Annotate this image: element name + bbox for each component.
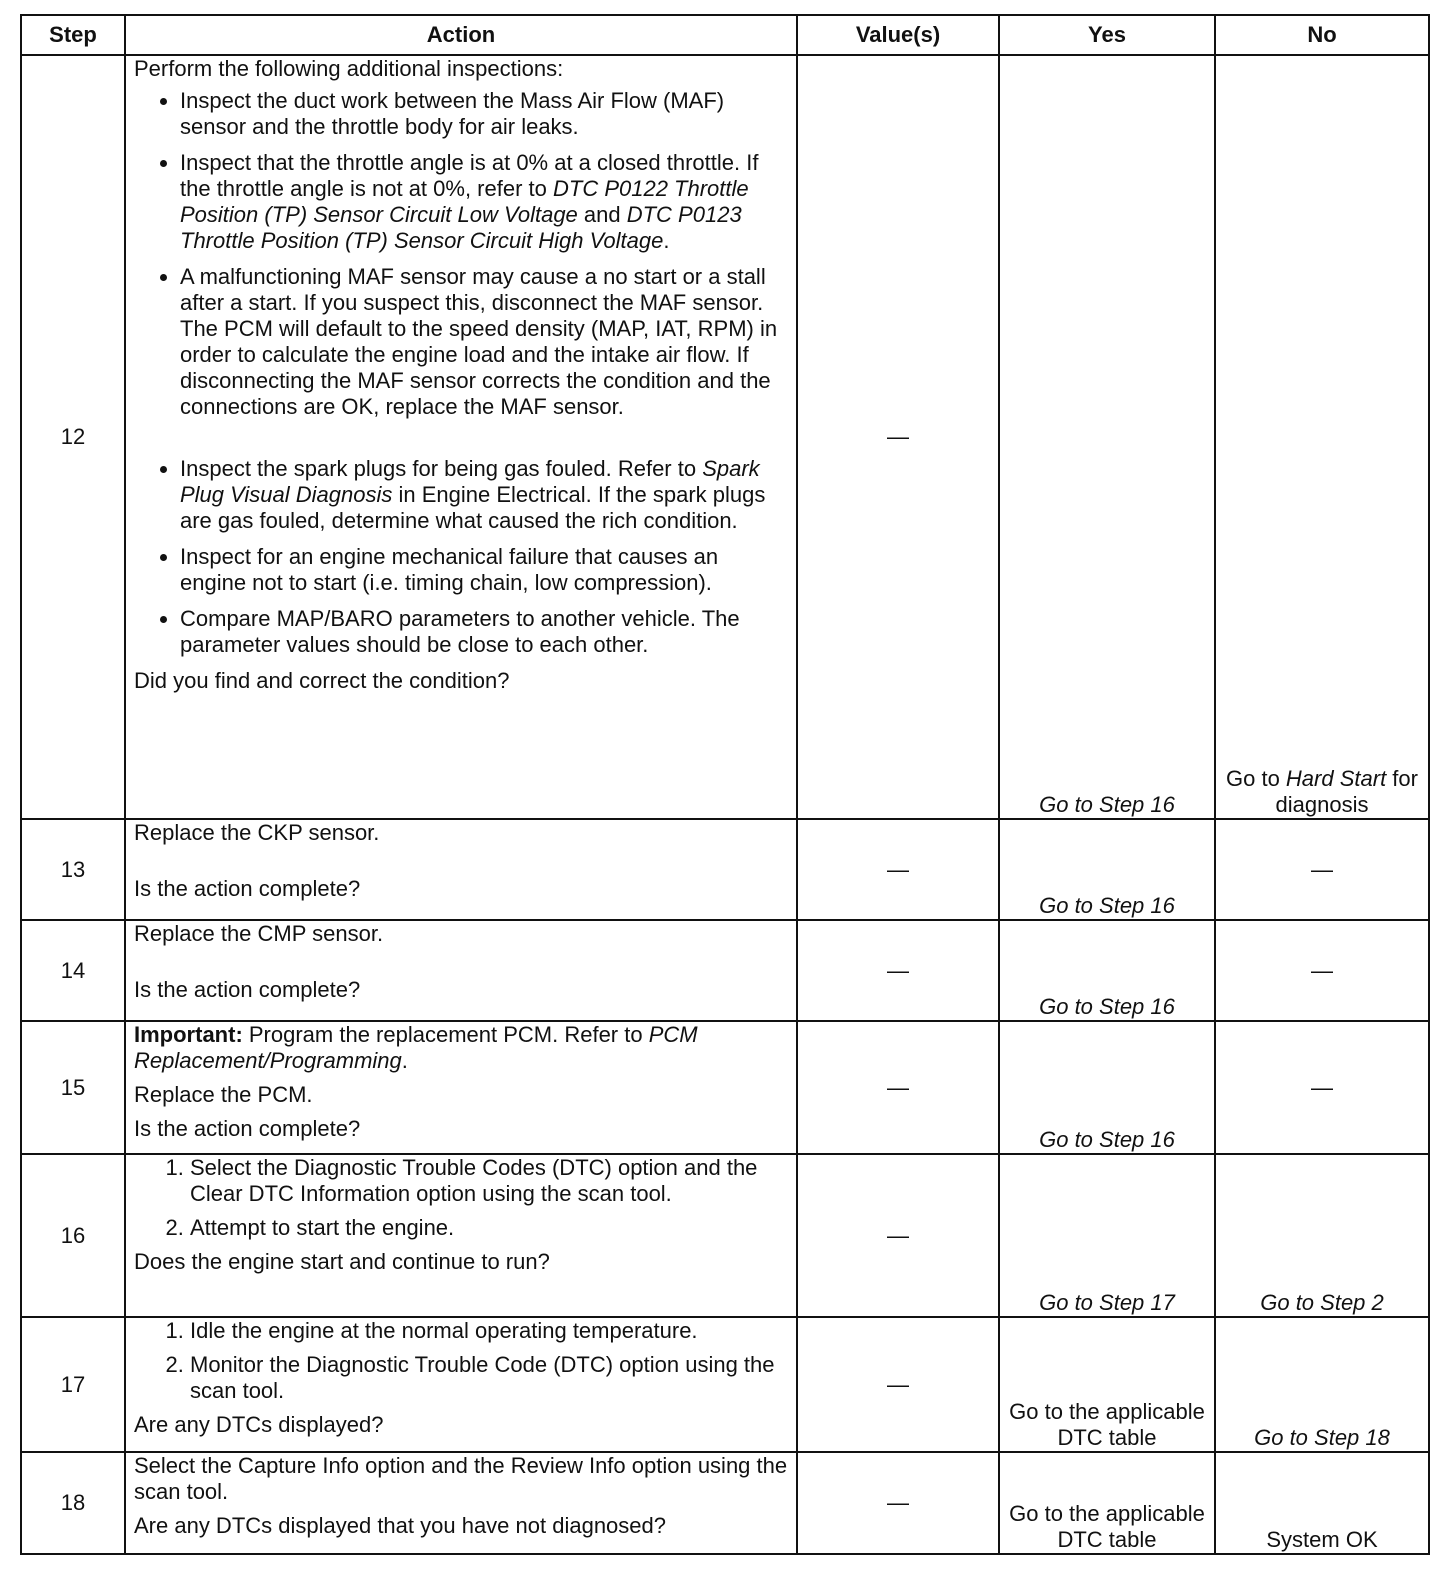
important-note — [134, 1022, 788, 1074]
no-result-text: for diagnosis — [1275, 766, 1418, 817]
action-cell — [125, 1452, 797, 1554]
value-cell: — — [797, 1317, 999, 1452]
reference-link[interactable]: Hard Start — [1285, 766, 1387, 791]
list-item: • Inspect for an engine mechanical failure that causes an engine not to start (i.e. timing chain, low compression). — [180, 544, 788, 596]
reference-link[interactable]: PCM Replacement/Programming — [134, 1022, 698, 1073]
action-cell — [125, 1154, 797, 1317]
no-result[interactable]: Go to Step 18 — [1215, 1317, 1429, 1452]
important-text: . — [401, 1048, 408, 1073]
list-item: 1. Select the Diagnostic Trouble Codes (DTC) option and the Clear DTC Information option using the scan tool. — [190, 1155, 788, 1207]
value-cell: — — [797, 55, 999, 819]
list-item — [180, 150, 788, 254]
step-number: 18 — [21, 1452, 125, 1554]
important-label: Important: — [134, 1022, 243, 1047]
value-cell: — — [797, 1021, 999, 1154]
header-values: Value(s) — [797, 15, 999, 55]
action-cell — [125, 920, 797, 1021]
action-intro: Perform the following additional inspections: — [134, 56, 564, 81]
step-number: 17 — [21, 1317, 125, 1452]
action-question: Is the action complete? — [134, 977, 361, 1002]
list-item: 2. Monitor the Diagnostic Trouble Code (DTC) option using the scan tool. — [190, 1352, 788, 1404]
table-row-step-12 — [21, 55, 1429, 819]
list-item: • Inspect the duct work between the Mass Air Flow (MAF) sensor and the throttle body for air leaks. — [180, 88, 788, 140]
action-cell — [125, 819, 797, 920]
yes-result[interactable]: Go to Step 16 — [999, 55, 1215, 819]
list-item-text: and — [577, 202, 627, 227]
step-number: 14 — [21, 920, 125, 1021]
list-item — [180, 456, 788, 534]
header-action: Action — [125, 15, 797, 55]
list-item: 2. Attempt to start the engine. — [190, 1215, 788, 1241]
header-row — [21, 15, 1429, 55]
yes-result[interactable]: Go to the applicable DTC table — [999, 1452, 1215, 1554]
yes-result[interactable]: Go to the applicable DTC table — [999, 1317, 1215, 1452]
value-cell: — — [797, 819, 999, 920]
action-text: Replace the CMP sensor. — [134, 921, 384, 946]
header-no: No — [1215, 15, 1429, 55]
action-question: Are any DTCs displayed that you have not diagnosed? — [134, 1513, 666, 1538]
yes-result[interactable]: Go to Step 16 — [999, 819, 1215, 920]
yes-result[interactable]: Go to Step 17 — [999, 1154, 1215, 1317]
action-text: Replace the PCM. — [134, 1082, 313, 1107]
action-cell — [125, 1317, 797, 1452]
reference-link[interactable]: Spark Plug Visual Diagnosis — [180, 456, 760, 507]
list-item: 1. Idle the engine at the normal operating temperature. — [190, 1318, 788, 1344]
diagnostic-table-container — [20, 14, 1430, 1555]
inspection-list — [134, 88, 788, 658]
reference-link[interactable]: DTC P0122 Throttle Position (TP) Sensor Circuit Low Voltage — [180, 176, 749, 227]
no-result: — — [1215, 819, 1429, 920]
step-number: 16 — [21, 1154, 125, 1317]
important-text: Program the replacement PCM. Refer to — [242, 1022, 649, 1047]
no-result: — — [1215, 1021, 1429, 1154]
header-yes: Yes — [999, 15, 1215, 55]
no-result-text: Go to — [1226, 766, 1286, 791]
procedure-list — [134, 1318, 788, 1404]
action-question: Is the action complete? — [134, 876, 361, 901]
action-question: Is the action complete? — [134, 1116, 361, 1141]
reference-link[interactable]: DTC P0123 Throttle Position (TP) Sensor Circuit High Voltage — [180, 202, 742, 253]
action-text: Replace the CKP sensor. — [134, 820, 380, 845]
no-result: — — [1215, 920, 1429, 1021]
table-row-step-16 — [21, 1154, 1429, 1317]
list-item: • Compare MAP/BARO parameters to another vehicle. The parameter values should be close to each other. — [180, 606, 788, 658]
header-step: Step — [21, 15, 125, 55]
step-number: 15 — [21, 1021, 125, 1154]
list-item-text: in Engine Electrical. If the spark plugs are gas fouled, determine what caused the rich condition. — [180, 482, 766, 533]
no-result[interactable]: Go to Step 2 — [1215, 1154, 1429, 1317]
table-row-step-18 — [21, 1452, 1429, 1554]
list-item-text: . — [663, 228, 670, 253]
no-result: System OK — [1215, 1452, 1429, 1554]
action-question: Does the engine start and continue to run? — [134, 1249, 550, 1274]
yes-result[interactable]: Go to Step 16 — [999, 1021, 1215, 1154]
list-item-text: Inspect that the throttle angle is at 0% at a closed throttle. If the throttle angle is not at 0%, refer to — [180, 150, 759, 201]
action-cell — [125, 1021, 797, 1154]
action-text: Select the Capture Info option and the Review Info option using the scan tool. — [134, 1453, 788, 1504]
no-result[interactable] — [1215, 55, 1429, 819]
action-question: Did you find and correct the condition? — [134, 668, 510, 693]
value-cell: — — [797, 920, 999, 1021]
step-number: 13 — [21, 819, 125, 920]
table-row-step-13 — [21, 819, 1429, 920]
yes-result[interactable]: Go to Step 16 — [999, 920, 1215, 1021]
action-question: Are any DTCs displayed? — [134, 1412, 384, 1437]
procedure-list — [134, 1155, 788, 1241]
step-number: 12 — [21, 55, 125, 819]
value-cell: — — [797, 1452, 999, 1554]
table-row-step-15 — [21, 1021, 1429, 1154]
value-cell: — — [797, 1154, 999, 1317]
table-row-step-14 — [21, 920, 1429, 1021]
list-item-text: Inspect the spark plugs for being gas fouled. Refer to — [180, 456, 703, 481]
diagnostic-table — [20, 14, 1430, 1555]
action-cell — [125, 55, 797, 819]
list-item: • A malfunctioning MAF sensor may cause a no start or a stall after a start. If you suspect this, disconnect the MAF sensor. The PCM will default to the speed density (MAP, IAT, RPM) in order to calculate the engine load and the intake air flow. If disconnecting the MAF sensor corrects the condition and the connections are OK, replace the MAF sensor. — [180, 264, 788, 420]
table-row-step-17 — [21, 1317, 1429, 1452]
